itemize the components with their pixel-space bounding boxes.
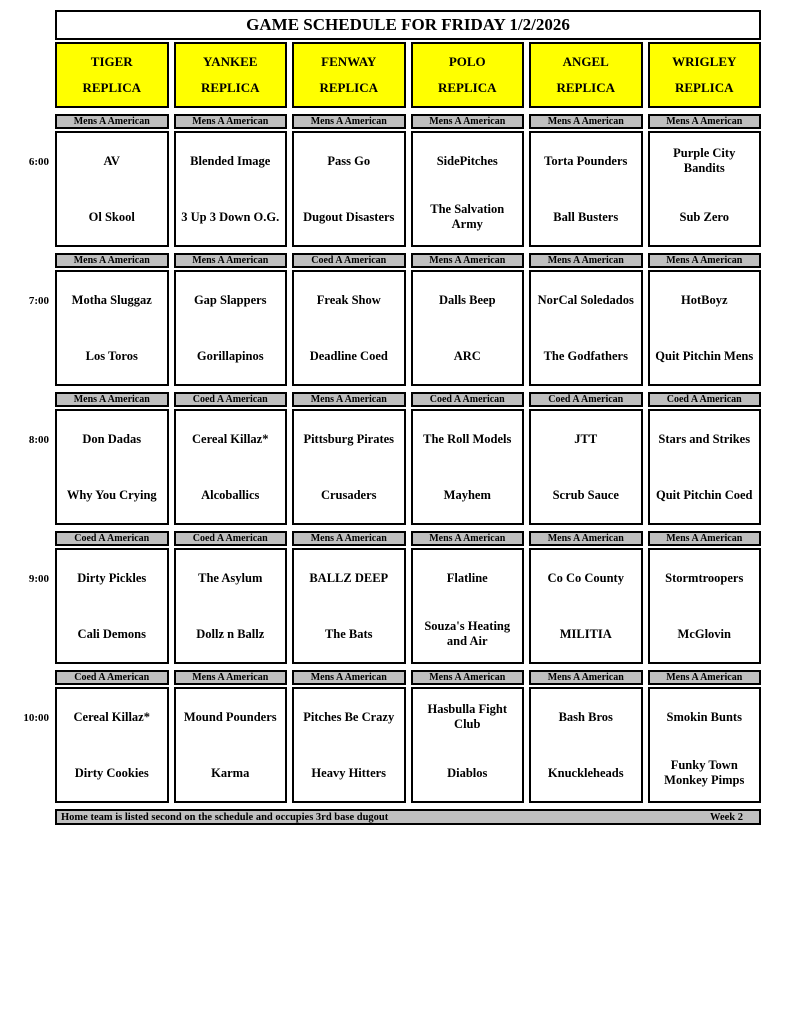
away-team: Pittsburg Pirates <box>303 431 395 446</box>
field-header-tiger <box>55 42 169 108</box>
time-label: 6:00 <box>28 156 49 168</box>
home-team: Karma <box>211 765 250 780</box>
division-label: Coed A American <box>648 392 762 407</box>
division-label: Mens A American <box>648 531 762 546</box>
game-cell <box>292 270 406 386</box>
division-label: Mens A American <box>529 253 643 268</box>
home-team: Dirty Cookies <box>74 765 149 780</box>
game-cell <box>174 409 288 525</box>
field-header-row <box>55 42 761 108</box>
division-label: Mens A American <box>292 392 406 407</box>
field-header-yankee <box>174 42 288 108</box>
game-cell <box>411 548 525 664</box>
away-team: Hasbulla Fight Club <box>427 702 508 731</box>
game-cell <box>174 131 288 247</box>
field-subname: REPLICA <box>556 80 615 95</box>
division-label: Mens A American <box>648 253 762 268</box>
division-label: Mens A American <box>529 670 643 685</box>
away-team: Gap Slappers <box>193 292 267 307</box>
division-label: Mens A American <box>292 670 406 685</box>
division-label: Mens A American <box>55 253 169 268</box>
home-team: The Godfathers <box>543 348 628 363</box>
timeslot-block-900 <box>28 531 761 664</box>
division-label: Mens A American <box>411 114 525 129</box>
away-team: Don Dadas <box>82 431 142 446</box>
time-label: 10:00 <box>23 712 49 724</box>
home-team: Mayhem <box>443 487 491 502</box>
home-team: The Bats <box>324 626 373 641</box>
away-team: Dalls Beep <box>438 292 496 307</box>
division-label: Mens A American <box>529 114 643 129</box>
away-team: Dirty Pickles <box>77 570 147 585</box>
home-team: Gorillapinos <box>196 348 264 363</box>
division-row <box>55 531 761 546</box>
home-team: Cali Demons <box>77 626 146 641</box>
game-cell <box>292 409 406 525</box>
game-cell <box>411 131 525 247</box>
home-team: MILITIA <box>559 626 612 641</box>
home-team: McGlovin <box>677 626 731 641</box>
field-header-wrigley <box>648 42 762 108</box>
home-team: Alcoballics <box>201 487 260 502</box>
division-label: Coed A American <box>174 531 288 546</box>
home-team: Knuckleheads <box>547 765 624 780</box>
division-label: Coed A American <box>55 531 169 546</box>
division-label: Mens A American <box>174 114 288 129</box>
game-cell <box>174 548 288 664</box>
division-label: Mens A American <box>648 114 762 129</box>
away-team: Motha Sluggaz <box>71 292 152 307</box>
home-team: Quit Pitchin Mens <box>655 348 754 363</box>
game-cell <box>55 409 169 525</box>
home-team: Dugout Disasters <box>303 209 395 224</box>
away-team: JTT <box>574 431 598 446</box>
division-label: Mens A American <box>292 114 406 129</box>
footer-bar <box>55 809 761 825</box>
field-name: YANKEE <box>203 54 258 69</box>
field-name: TIGER <box>90 54 133 69</box>
away-team: Freak Show <box>316 292 381 307</box>
home-team: ARC <box>453 348 481 363</box>
division-label: Mens A American <box>529 531 643 546</box>
away-team: Stormtroopers <box>665 570 744 585</box>
division-label: Mens A American <box>411 670 525 685</box>
game-cell <box>411 409 525 525</box>
game-cell <box>411 270 525 386</box>
home-team: Los Toros <box>85 348 138 363</box>
home-team: Diablos <box>447 765 488 780</box>
games-row <box>55 131 761 247</box>
field-header-angel <box>529 42 643 108</box>
footer-note: Home team is listed second on the schedule and occupies 3rd base dugout <box>61 811 389 823</box>
game-cell <box>529 270 643 386</box>
division-label: Mens A American <box>292 531 406 546</box>
division-label: Coed A American <box>411 392 525 407</box>
division-label: Mens A American <box>411 531 525 546</box>
division-label: Coed A American <box>174 392 288 407</box>
away-team: HotBoyz <box>680 292 728 307</box>
away-team: NorCal Soledados <box>537 292 634 307</box>
away-team: The Roll Models <box>423 431 512 446</box>
game-cell <box>648 687 762 803</box>
game-cell <box>529 409 643 525</box>
field-header-fenway <box>292 42 406 108</box>
games-row <box>55 409 761 525</box>
away-team: Co Co County <box>547 570 624 585</box>
timeslot-block-1000 <box>23 670 761 803</box>
games-row <box>55 687 761 803</box>
home-team: Ol Skool <box>88 209 135 224</box>
home-team: Crusaders <box>320 487 377 502</box>
timeslot-block-600 <box>28 114 761 247</box>
game-cell <box>55 131 169 247</box>
time-label: 9:00 <box>28 573 49 585</box>
division-row <box>55 392 761 407</box>
away-team: Stars and Strikes <box>658 431 751 446</box>
division-row <box>55 253 761 268</box>
away-team: Cereal Killaz* <box>192 431 269 446</box>
division-label: Mens A American <box>55 114 169 129</box>
away-team: Torta Pounders <box>544 153 628 168</box>
home-team: Dollz n Ballz <box>196 626 265 641</box>
timeslot-block-800 <box>28 392 761 525</box>
game-cell <box>55 548 169 664</box>
game-cell <box>648 270 762 386</box>
away-team: Pass Go <box>327 153 371 168</box>
division-label: Mens A American <box>174 670 288 685</box>
week-label: Week 2 <box>710 811 743 823</box>
away-team: Purple City Bandits <box>673 146 736 175</box>
away-team: Flatline <box>446 570 488 585</box>
home-team: Ball Busters <box>553 209 619 224</box>
home-team: Quit Pitchin Coed <box>655 487 753 502</box>
away-team: Cereal Killaz* <box>73 709 150 724</box>
game-cell <box>55 270 169 386</box>
field-name: ANGEL <box>562 54 609 69</box>
home-team: Heavy Hitters <box>311 765 387 780</box>
field-name: POLO <box>448 54 486 69</box>
division-label: Coed A American <box>55 670 169 685</box>
field-header-polo <box>411 42 525 108</box>
home-team: Souza's Heating and Air <box>424 619 511 648</box>
division-label: Mens A American <box>55 392 169 407</box>
game-cell <box>648 409 762 525</box>
division-label: Coed A American <box>529 392 643 407</box>
game-cell <box>292 548 406 664</box>
game-cell <box>648 131 762 247</box>
away-team: Bash Bros <box>558 709 613 724</box>
division-row <box>55 114 761 129</box>
away-team: AV <box>103 153 120 168</box>
field-subname: REPLICA <box>674 80 734 95</box>
game-cell <box>292 687 406 803</box>
away-team: BALLZ DEEP <box>309 570 389 585</box>
division-label: Mens A American <box>411 253 525 268</box>
home-team: The Salvation Army <box>430 202 505 231</box>
time-label: 7:00 <box>28 295 49 307</box>
game-cell <box>174 687 288 803</box>
home-team: Deadline Coed <box>309 348 388 363</box>
division-label: Mens A American <box>174 253 288 268</box>
field-name: FENWAY <box>321 54 377 69</box>
away-team: The Asylum <box>198 570 263 585</box>
division-row <box>55 670 761 685</box>
field-subname: REPLICA <box>319 80 378 95</box>
timeslot-block-700 <box>28 253 761 386</box>
field-name: WRIGLEY <box>672 54 737 69</box>
away-team: Mound Pounders <box>183 709 277 724</box>
away-team: Pitches Be Crazy <box>303 709 395 724</box>
home-team: Why You Crying <box>66 487 157 502</box>
game-cell <box>55 687 169 803</box>
field-subname: REPLICA <box>82 80 141 95</box>
division-label: Mens A American <box>648 670 762 685</box>
division-label: Coed A American <box>292 253 406 268</box>
away-team: SidePitches <box>436 153 498 168</box>
field-subname: REPLICA <box>200 80 260 95</box>
games-row <box>55 270 761 386</box>
game-cell <box>174 270 288 386</box>
home-team: Scrub Sauce <box>552 487 619 502</box>
time-label: 8:00 <box>28 434 49 446</box>
page-title: GAME SCHEDULE FOR FRIDAY 1/2/2026 <box>55 10 761 40</box>
home-team: Sub Zero <box>679 209 729 224</box>
game-cell <box>411 687 525 803</box>
home-team: 3 Up 3 Down O.G. <box>181 209 280 224</box>
game-cell <box>529 687 643 803</box>
game-cell <box>529 131 643 247</box>
away-team: Smokin Bunts <box>666 709 742 724</box>
game-cell <box>648 548 762 664</box>
field-subname: REPLICA <box>437 80 497 95</box>
home-team: Funky Town Monkey Pimps <box>664 758 745 787</box>
game-cell <box>529 548 643 664</box>
games-row <box>55 548 761 664</box>
schedule-sheet <box>23 10 761 825</box>
away-team: Blended Image <box>190 153 271 168</box>
game-cell <box>292 131 406 247</box>
